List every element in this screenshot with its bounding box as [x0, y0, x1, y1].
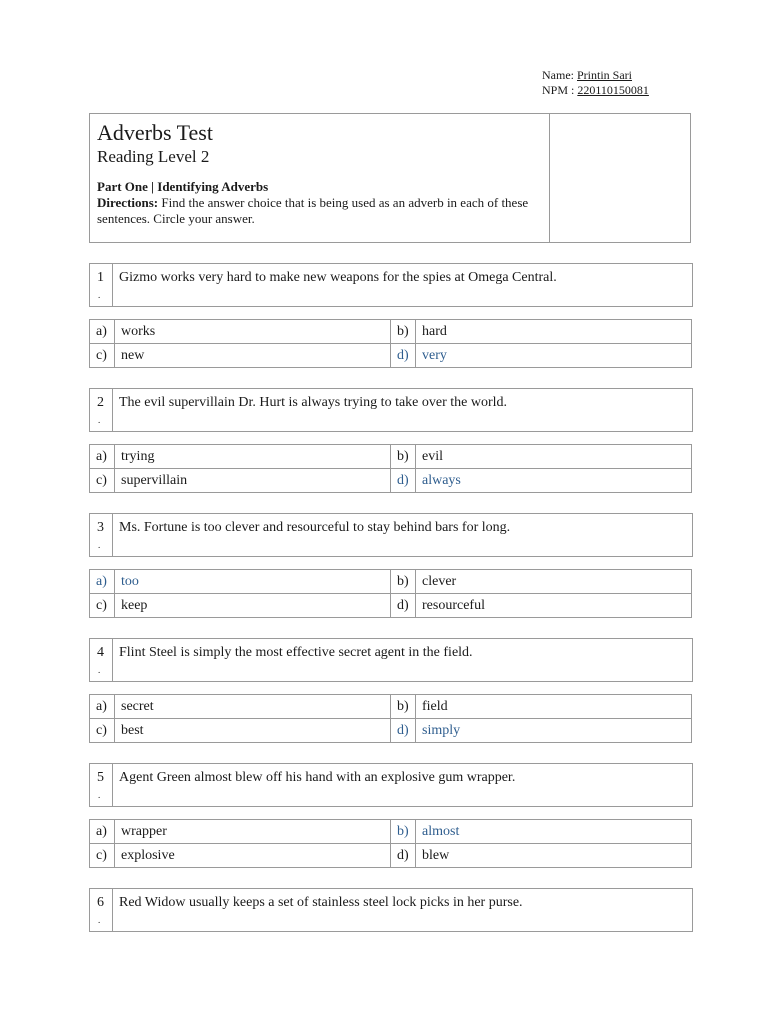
question-2: [89, 388, 693, 432]
option-letter: a): [90, 820, 115, 844]
options-row: [90, 719, 692, 743]
option-answer[interactable]: explosive: [115, 844, 391, 868]
option-letter: a): [90, 695, 115, 719]
option-letter: b): [391, 570, 416, 594]
npm-line: [542, 83, 649, 98]
option-letter: a): [90, 445, 115, 469]
option-letter: b): [391, 820, 416, 844]
option-letter: a): [90, 320, 115, 344]
option-letter: d): [391, 594, 416, 618]
question-number-dot: .: [98, 915, 101, 925]
question-4: [89, 638, 693, 682]
option-answer[interactable]: blew: [416, 844, 692, 868]
question-number: [90, 264, 113, 306]
question-text: The evil supervillain Dr. Hurt is always trying to take over the world.: [119, 395, 508, 410]
options-row: [90, 594, 692, 618]
npm-label: NPM :: [542, 83, 575, 97]
option-letter: d): [391, 719, 416, 743]
question-number-text: 1: [97, 270, 104, 285]
option-answer[interactable]: best: [115, 719, 391, 743]
option-answer[interactable]: secret: [115, 695, 391, 719]
question-6: [89, 888, 693, 932]
option-letter: b): [391, 320, 416, 344]
question-text: Flint Steel is simply the most effective secret agent in the field.: [119, 645, 473, 660]
question-number-text: 4: [97, 645, 104, 660]
question-5: [89, 763, 693, 807]
option-selected-answer[interactable]: too: [115, 570, 391, 594]
question-3: [89, 513, 693, 557]
header-info: [90, 114, 550, 242]
option-letter: d): [391, 469, 416, 493]
directions: [97, 195, 549, 227]
option-letter: c): [90, 844, 115, 868]
options-table-4: [89, 694, 692, 743]
question-number-dot: .: [98, 540, 101, 550]
name-value: Printin Sari: [577, 68, 633, 82]
option-selected-answer[interactable]: always: [416, 469, 692, 493]
option-letter: d): [391, 344, 416, 368]
option-letter: c): [90, 344, 115, 368]
options-row: [90, 344, 692, 368]
option-answer[interactable]: wrapper: [115, 820, 391, 844]
options-table-5: [89, 819, 692, 868]
options-row: [90, 695, 692, 719]
test-level: Reading Level 2: [97, 147, 210, 166]
option-answer[interactable]: evil: [416, 445, 692, 469]
score-box: [550, 114, 690, 242]
question-number: [90, 639, 113, 681]
option-answer[interactable]: works: [115, 320, 391, 344]
question-number-text: 3: [97, 520, 104, 535]
question-text: Red Widow usually keeps a set of stainless steel lock picks in her purse.: [119, 895, 523, 910]
student-info: [542, 68, 649, 98]
options-row: [90, 844, 692, 868]
question-number-dot: .: [98, 290, 101, 300]
option-letter: a): [90, 570, 115, 594]
options-row: [90, 445, 692, 469]
name-label: Name:: [542, 68, 574, 82]
option-answer[interactable]: trying: [115, 445, 391, 469]
name-line: [542, 68, 649, 83]
options-table-2: [89, 444, 692, 493]
option-letter: b): [391, 695, 416, 719]
question-number: [90, 889, 113, 931]
question-number-dot: .: [98, 415, 101, 425]
option-answer[interactable]: field: [416, 695, 692, 719]
question-number: [90, 514, 113, 556]
option-letter: b): [391, 445, 416, 469]
option-answer[interactable]: keep: [115, 594, 391, 618]
option-selected-answer[interactable]: simply: [416, 719, 692, 743]
test-title: Adverbs Test: [97, 120, 213, 145]
question-text: Ms. Fortune is too clever and resourceful to stay behind bars for long.: [119, 520, 511, 535]
question-text: Gizmo works very hard to make new weapons for the spies at Omega Central.: [119, 270, 557, 285]
directions-text: Find the answer choice that is being used as an adverb in each of these sentences. Circle your answer.: [97, 195, 529, 226]
question-number-dot: .: [98, 665, 101, 675]
option-selected-answer[interactable]: very: [416, 344, 692, 368]
options-row: [90, 820, 692, 844]
options-row: [90, 320, 692, 344]
options-table-3: [89, 569, 692, 618]
question-number-text: 2: [97, 395, 104, 410]
question-number-dot: .: [98, 790, 101, 800]
option-letter: c): [90, 719, 115, 743]
options-table-1: [89, 319, 692, 368]
npm-value: 220110150081: [577, 83, 649, 97]
option-letter: d): [391, 844, 416, 868]
option-selected-answer[interactable]: almost: [416, 820, 692, 844]
question-text: Agent Green almost blew off his hand with an explosive gum wrapper.: [119, 770, 516, 785]
option-answer[interactable]: new: [115, 344, 391, 368]
question-number-text: 6: [97, 895, 104, 910]
option-letter: c): [90, 594, 115, 618]
options-row: [90, 469, 692, 493]
question-number-text: 5: [97, 770, 104, 785]
question-number: [90, 764, 113, 806]
option-answer[interactable]: supervillain: [115, 469, 391, 493]
question-1: [89, 263, 693, 307]
directions-label: Directions:: [97, 195, 159, 210]
question-number: [90, 389, 113, 431]
option-answer[interactable]: resourceful: [416, 594, 692, 618]
options-row: [90, 570, 692, 594]
part-title: Part One | Identifying Adverbs: [97, 179, 269, 194]
test-header: [89, 113, 691, 243]
option-letter: c): [90, 469, 115, 493]
option-answer[interactable]: hard: [416, 320, 692, 344]
option-answer[interactable]: clever: [416, 570, 692, 594]
